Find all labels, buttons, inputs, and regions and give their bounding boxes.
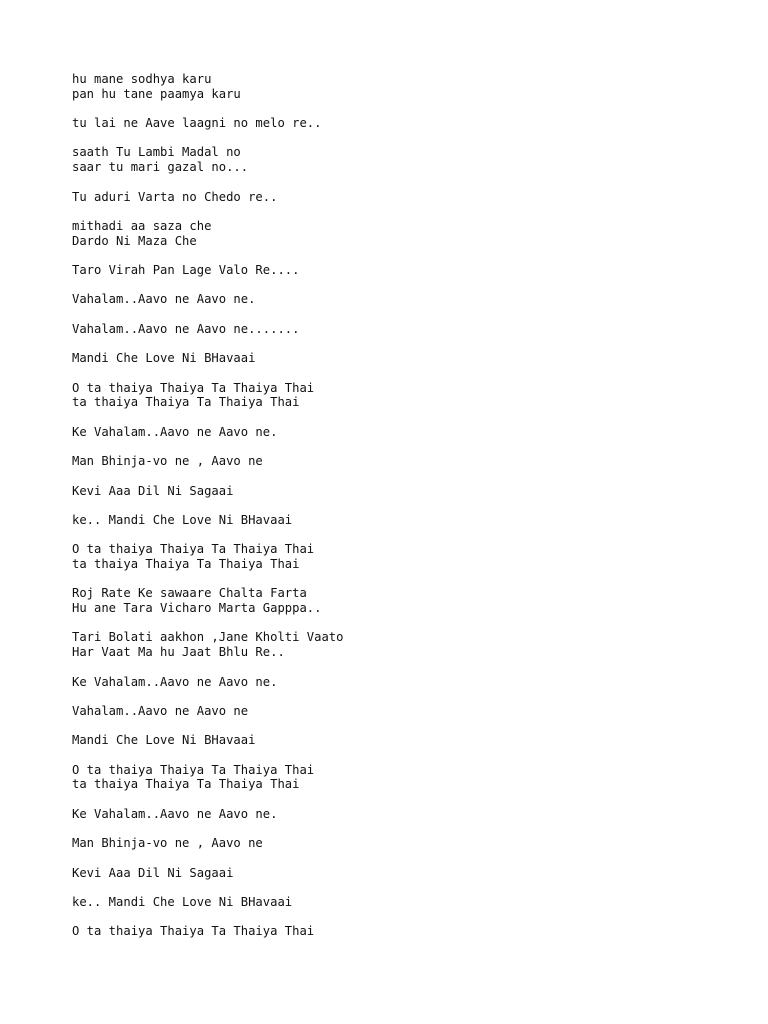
lyrics-document [72, 72, 712, 954]
lyrics-stanza [72, 322, 712, 337]
lyrics-line: Tu aduri Varta no Chedo re.. [72, 189, 278, 204]
lyrics-line: saar tu mari gazal no... [72, 160, 249, 175]
lyrics-line: Kevi Aaa Dil Ni Sagaai [72, 865, 234, 880]
lyrics-line: Mandi Che Love Ni BHavaai [72, 733, 256, 748]
lyrics-line: Kevi Aaa Dil Ni Sagaai [72, 483, 234, 498]
lyrics-line: tu lai ne Aave laagni no melo re.. [72, 116, 322, 131]
lyrics-stanza [72, 733, 712, 748]
lyrics-line: Ke Vahalam..Aavo ne Aavo ne. [72, 674, 278, 689]
lyrics-line: Har Vaat Ma hu Jaat Bhlu Re.. [72, 645, 285, 660]
lyrics-line: Taro Virah Pan Lage Valo Re.... [72, 263, 300, 278]
lyrics-stanza [72, 425, 712, 440]
lyrics-line: mithadi aa saza che [72, 218, 212, 233]
lyrics-line: Man Bhinja-vo ne , Aavo ne [72, 836, 263, 851]
lyrics-line: Hu ane Tara Vicharo Marta Gapppa.. [72, 601, 322, 616]
lyrics-stanza [72, 630, 712, 659]
lyrics-line: Dardo Ni Maza Che [72, 233, 197, 248]
lyrics-line: ta thaiya Thaiya Ta Thaiya Thai [72, 395, 300, 410]
lyrics-line: O ta thaiya Thaiya Ta Thaiya Thai [72, 762, 315, 777]
lyrics-line: Vahalam..Aavo ne Aavo ne....... [72, 321, 300, 336]
lyrics-stanza [72, 145, 712, 174]
lyrics-stanza [72, 763, 712, 792]
lyrics-line: pan hu tane paamya karu [72, 86, 241, 101]
lyrics-line: hu mane sodhya karu [72, 72, 212, 86]
lyrics-stanza [72, 263, 712, 278]
lyrics-line: Ke Vahalam..Aavo ne Aavo ne. [72, 424, 278, 439]
lyrics-stanza [72, 454, 712, 469]
lyrics-stanza [72, 866, 712, 881]
lyrics-stanza [72, 219, 712, 248]
lyrics-line: ta thaiya Thaiya Ta Thaiya Thai [72, 777, 300, 792]
lyrics-line: Roj Rate Ke sawaare Chalta Farta [72, 586, 307, 601]
lyrics-line: Vahalam..Aavo ne Aavo ne [72, 703, 249, 718]
lyrics-line: O ta thaiya Thaiya Ta Thaiya Thai [72, 924, 315, 939]
lyrics-stanza [72, 190, 712, 205]
lyrics-stanza [72, 513, 712, 528]
lyrics-stanza [72, 836, 712, 851]
lyrics-line: ke.. Mandi Che Love Ni BHavaai [72, 512, 293, 527]
lyrics-line: O ta thaiya Thaiya Ta Thaiya Thai [72, 542, 315, 557]
lyrics-line: Man Bhinja-vo ne , Aavo ne [72, 454, 263, 469]
lyrics-line: Ke Vahalam..Aavo ne Aavo ne. [72, 806, 278, 821]
lyrics-line: saath Tu Lambi Madal no [72, 145, 241, 160]
lyrics-stanza [72, 807, 712, 822]
lyrics-line: ta thaiya Thaiya Ta Thaiya Thai [72, 556, 300, 571]
lyrics-stanza [72, 116, 712, 131]
lyrics-line: ke.. Mandi Che Love Ni BHavaai [72, 895, 293, 909]
lyrics-line: Tari Bolati aakhon ,Jane Kholti Vaato [72, 630, 344, 645]
lyrics-stanza [72, 542, 712, 571]
lyrics-line: Mandi Che Love Ni BHavaai [72, 351, 256, 366]
lyrics-stanza [72, 704, 712, 719]
lyrics-stanza [72, 72, 712, 101]
lyrics-stanza [72, 895, 712, 910]
lyrics-stanza [72, 381, 712, 410]
lyrics-stanza [72, 351, 712, 366]
lyrics-stanza [72, 586, 712, 615]
lyrics-stanza [72, 484, 712, 499]
lyrics-stanza [72, 292, 712, 307]
lyrics-line: Vahalam..Aavo ne Aavo ne. [72, 292, 256, 307]
lyrics-stanza [72, 675, 712, 690]
lyrics-stanza [72, 924, 712, 939]
lyrics-line: O ta thaiya Thaiya Ta Thaiya Thai [72, 380, 315, 395]
